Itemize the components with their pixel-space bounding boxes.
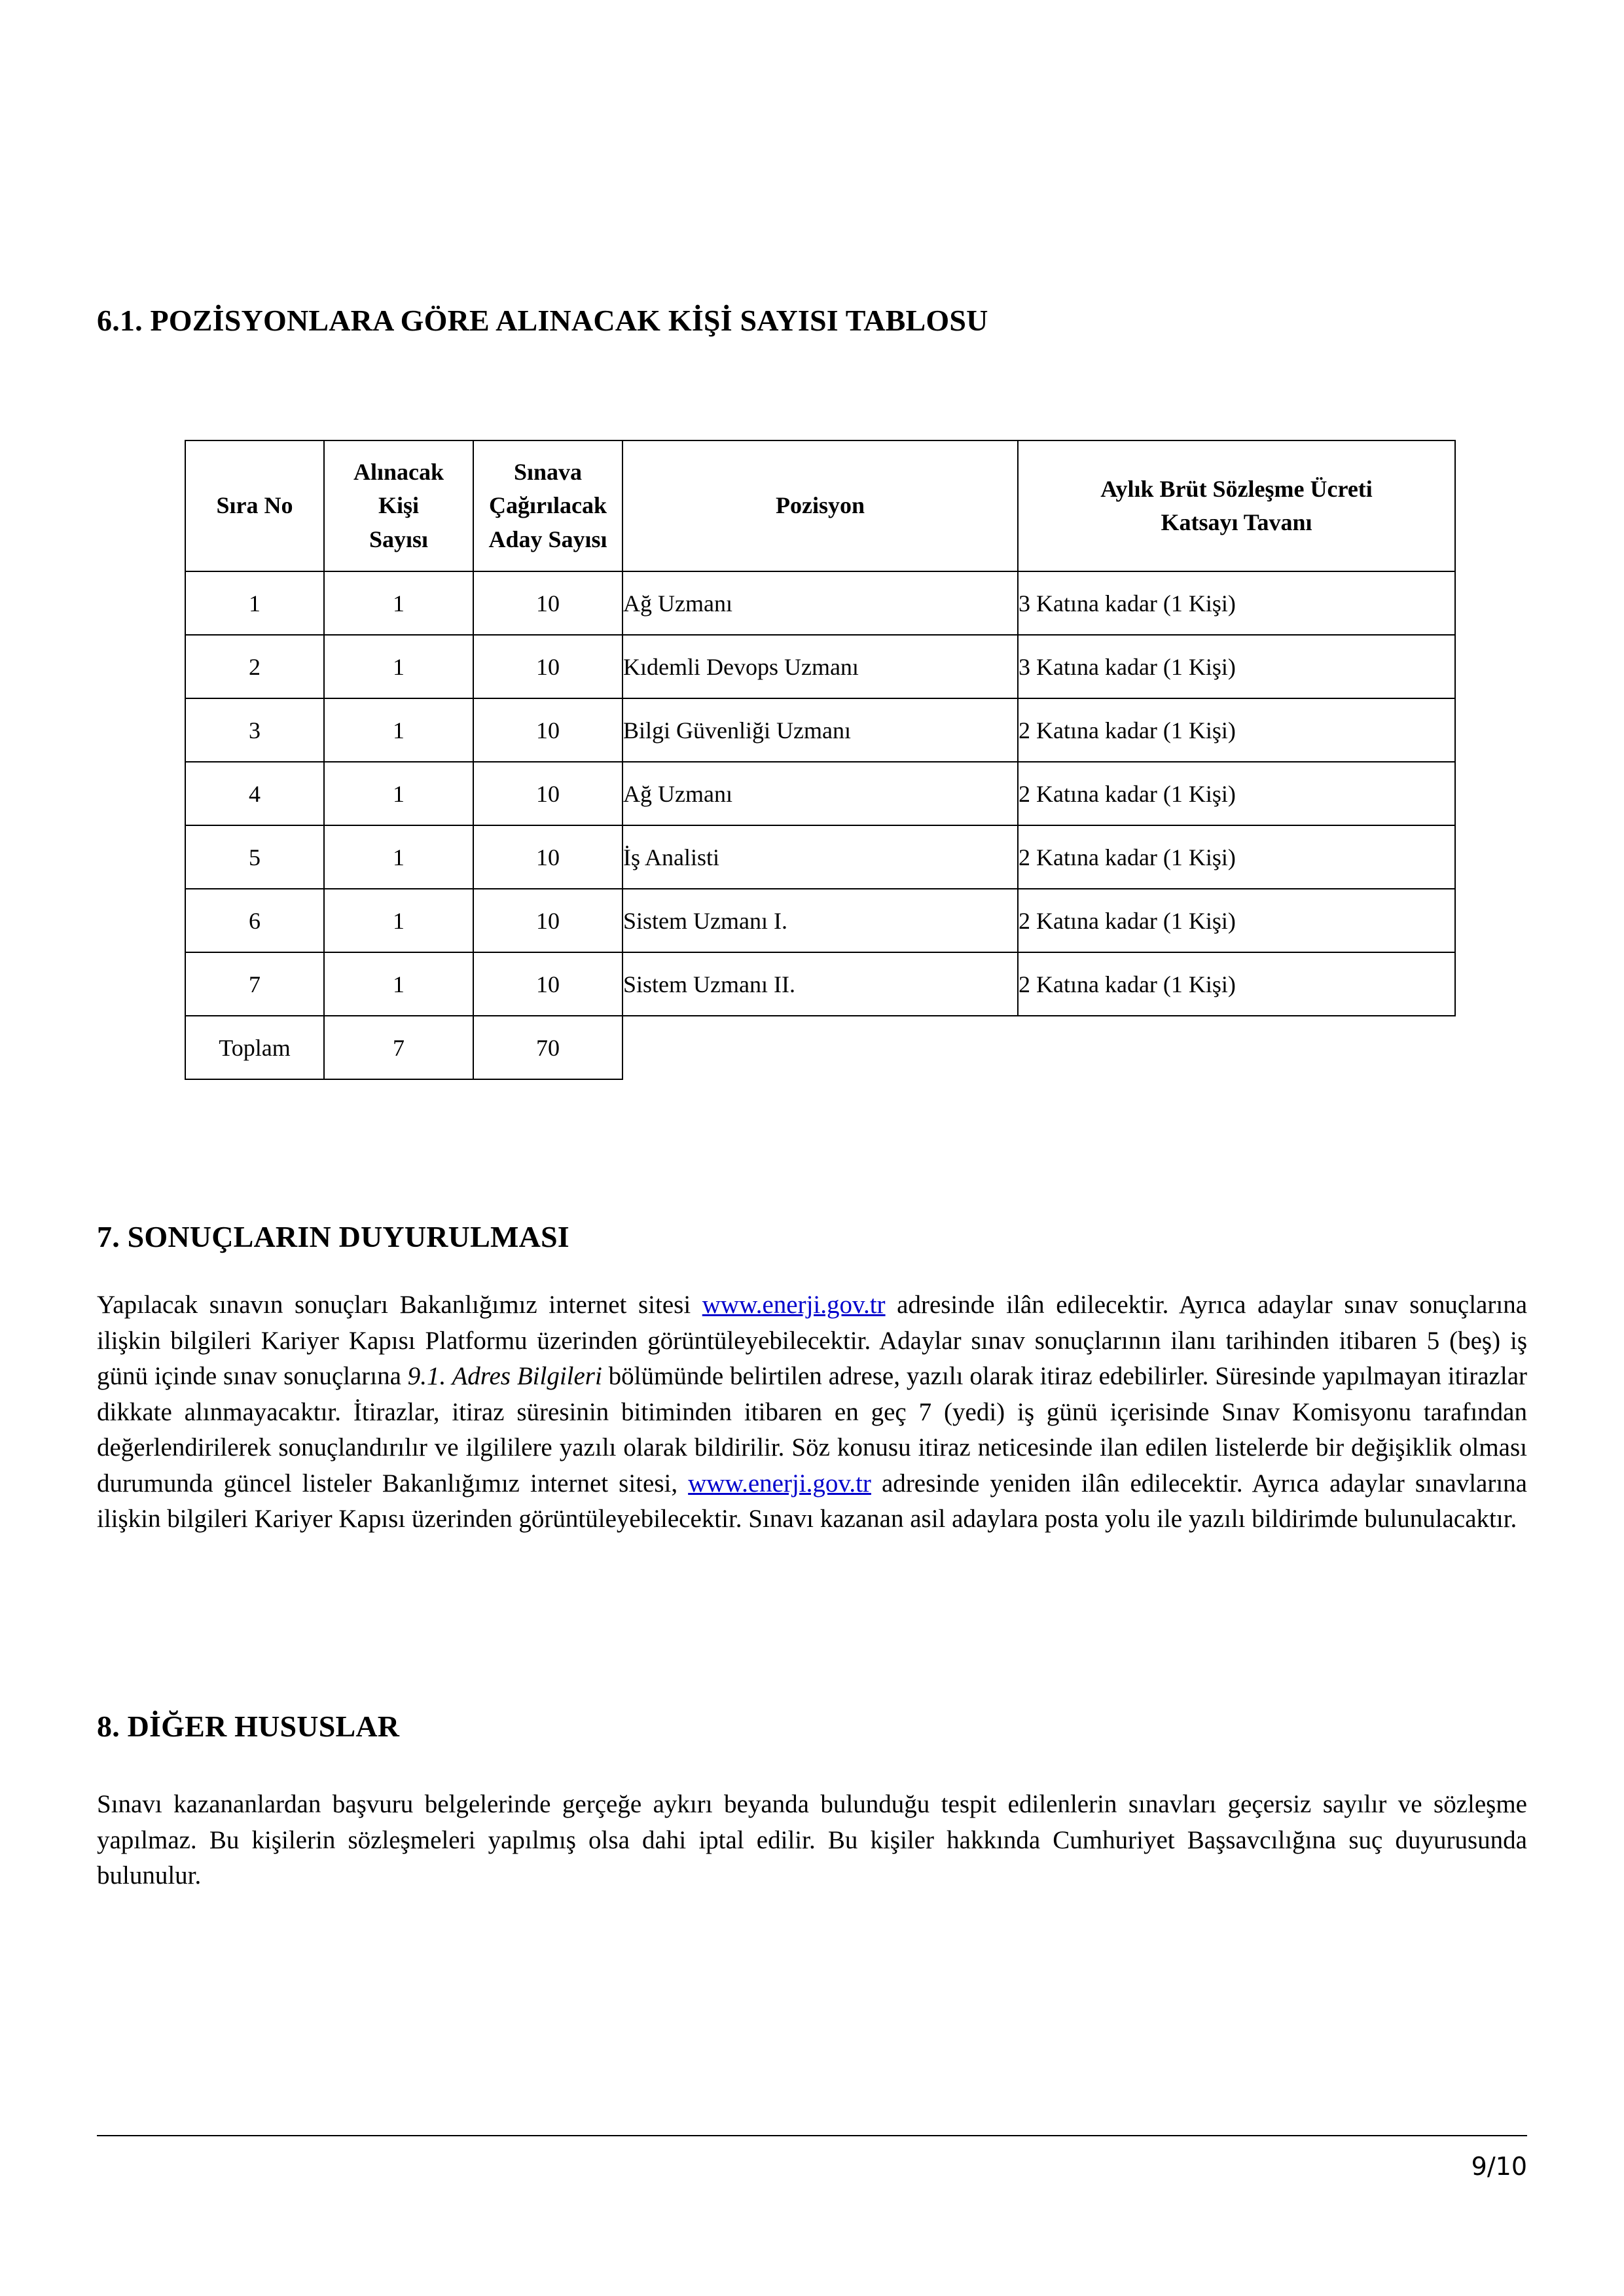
table-row xyxy=(185,571,1455,635)
table-row xyxy=(185,635,1455,698)
cell-sira-no: 1 xyxy=(185,571,324,635)
cell-sira-no: 5 xyxy=(185,825,324,889)
section-8-paragraph: Sınavı kazananlardan başvuru belgelerinde gerçeğe aykırı beyanda bulunduğu tespit edilenlerin sınavları geçersiz sayılır ve sözleşme yapılmaz. Bu kişilerin sözleşmeleri yapılmış olsa dahi iptal edilir. Bu kişiler hakkında Cumhuriyet Başsavcılığına suç duyurusunda bulunulur. xyxy=(97,1790,1527,1890)
cell-ucret: 2 Katına kadar (1 Kişi) xyxy=(1018,762,1455,825)
cell-pozisyon: Kıdemli Devops Uzmanı xyxy=(623,635,1018,698)
cell-ucret: 2 Katına kadar (1 Kişi) xyxy=(1018,952,1455,1016)
table-header xyxy=(185,440,1455,571)
header-line: Sınava xyxy=(513,459,583,486)
positions-table-container xyxy=(185,440,1456,1080)
enerji-gov-tr-link[interactable]: www.enerji.gov.tr xyxy=(688,1469,871,1498)
cell-pozisyon: İş Analisti xyxy=(623,825,1018,889)
cell-sira-no: 6 xyxy=(185,889,324,952)
cell-alinacak-kisi: 1 xyxy=(324,825,473,889)
section-6-1-heading: 6.1. POZİSYONLARA GÖRE ALINACAK KİŞİ SAYISI TABLOSU xyxy=(97,304,988,337)
paragraph-text-part: adresinde ilân edilecektir. Ayrıca adaylar sınav sonuçlarına ilişkin bilgileri Kariyer Kapısı Platformu üzerinden görüntüleyebilecektir. Adaylar sınav sonuçlarının ilanı tarihinden itibaren 5 (beş) iş günü içinde sınav sonuçlarına xyxy=(97,1291,1527,1390)
cell-total-aday-sayisi: 70 xyxy=(473,1016,623,1079)
cell-aday-sayisi: 10 xyxy=(473,825,623,889)
column-header-sira-no: Sıra No xyxy=(185,440,324,571)
cell-total-label: Toplam xyxy=(185,1016,324,1079)
enerji-gov-tr-link[interactable]: www.enerji.gov.tr xyxy=(702,1291,886,1319)
cell-aday-sayisi: 10 xyxy=(473,571,623,635)
page-number: 9/10 xyxy=(1471,2152,1527,2181)
header-line: Sayısı xyxy=(369,526,429,552)
header-line: Aylık Brüt Sözleşme Ücreti xyxy=(1100,475,1373,502)
cell-sira-no: 7 xyxy=(185,952,324,1016)
cell-aday-sayisi: 10 xyxy=(473,762,623,825)
cell-ucret: 3 Katına kadar (1 Kişi) xyxy=(1018,635,1455,698)
column-header-pozisyon: Pozisyon xyxy=(623,440,1018,571)
cell-alinacak-kisi: 1 xyxy=(324,571,473,635)
cell-alinacak-kisi: 1 xyxy=(324,889,473,952)
paragraph-text-part: adresinde yeniden ilân edilecektir. Ayrıca adaylar sınavlarına ilişkin bilgileri Kariyer Kapısı üzerinden görüntüleyebilecektir. Sınavı kazanan asil adaylara posta yolu ile yazılı bildirimde bulunulacaktır. xyxy=(97,1469,1527,1533)
cell-pozisyon: Ağ Uzmanı xyxy=(623,571,1018,635)
footer-divider xyxy=(97,2135,1527,2136)
table-row xyxy=(185,952,1455,1016)
positions-table xyxy=(185,440,1456,1080)
table-body xyxy=(185,571,1455,1079)
paragraph-text-part: bölümünde belirtilen adrese, yazılı olarak itiraz edebilirler. Süresinde yapılmayan itirazlar dikkate alınmayacaktır. İtirazlar, itiraz süresinin bitiminden itibaren en geç 7 (yedi) iş günü içerisinde Sınav Komisyonu tarafından değerlendirilerek sonuçlandırılır ve ilgililere yazılı olarak bildirilir. Söz konusu itiraz neticesinde ilan edilen listelerde bir değişiklik olması durumunda güncel listeler Bakanlığımız internet sitesi, xyxy=(97,1362,1527,1498)
cell-alinacak-kisi: 1 xyxy=(324,635,473,698)
header-line: Kişi xyxy=(378,492,419,519)
table-row xyxy=(185,762,1455,825)
cell-alinacak-kisi: 1 xyxy=(324,762,473,825)
header-line: Aday Sayısı xyxy=(488,526,607,552)
cell-sira-no: 3 xyxy=(185,698,324,762)
paragraph-text-part: Yapılacak sınavın sonuçları Bakanlığımız internet sitesi xyxy=(97,1291,702,1319)
cell-total-blank xyxy=(1018,1016,1455,1079)
cell-pozisyon: Sistem Uzmanı I. xyxy=(623,889,1018,952)
cell-aday-sayisi: 10 xyxy=(473,889,623,952)
column-header-aday-sayisi xyxy=(473,440,623,571)
cell-alinacak-kisi: 1 xyxy=(324,952,473,1016)
cell-sira-no: 2 xyxy=(185,635,324,698)
cell-ucret: 2 Katına kadar (1 Kişi) xyxy=(1018,889,1455,952)
cell-pozisyon: Ağ Uzmanı xyxy=(623,762,1018,825)
cell-alinacak-kisi: 1 xyxy=(324,698,473,762)
cell-aday-sayisi: 10 xyxy=(473,635,623,698)
header-line: Alınacak xyxy=(353,459,444,486)
header-line: Katsayı Tavanı xyxy=(1161,509,1312,535)
section-8-heading: 8. DİĞER HUSUSLAR xyxy=(97,1710,400,1743)
cell-pozisyon: Bilgi Güvenliği Uzmanı xyxy=(623,698,1018,762)
header-line: Çağırılacak xyxy=(489,492,607,519)
section-7-heading: 7. SONUÇLARIN DUYURULMASI xyxy=(97,1220,569,1253)
table-header-row xyxy=(185,440,1455,571)
cell-sira-no: 4 xyxy=(185,762,324,825)
column-header-alinacak-kisi-sayisi xyxy=(324,440,473,571)
table-total-row xyxy=(185,1016,1455,1079)
cell-total-alinacak-kisi: 7 xyxy=(324,1016,473,1079)
cell-ucret: 2 Katına kadar (1 Kişi) xyxy=(1018,825,1455,889)
cell-ucret: 3 Katına kadar (1 Kişi) xyxy=(1018,571,1455,635)
cell-total-blank xyxy=(623,1016,1018,1079)
section-7-paragraph xyxy=(97,1287,1527,1537)
cell-aday-sayisi: 10 xyxy=(473,952,623,1016)
table-row xyxy=(185,698,1455,762)
table-row xyxy=(185,889,1455,952)
table-row xyxy=(185,825,1455,889)
cell-aday-sayisi: 10 xyxy=(473,698,623,762)
cell-ucret: 2 Katına kadar (1 Kişi) xyxy=(1018,698,1455,762)
column-header-ucret-katsayi xyxy=(1018,440,1455,571)
adres-bilgileri-reference: 9.1. Adres Bilgileri xyxy=(407,1362,602,1390)
cell-pozisyon: Sistem Uzmanı II. xyxy=(623,952,1018,1016)
